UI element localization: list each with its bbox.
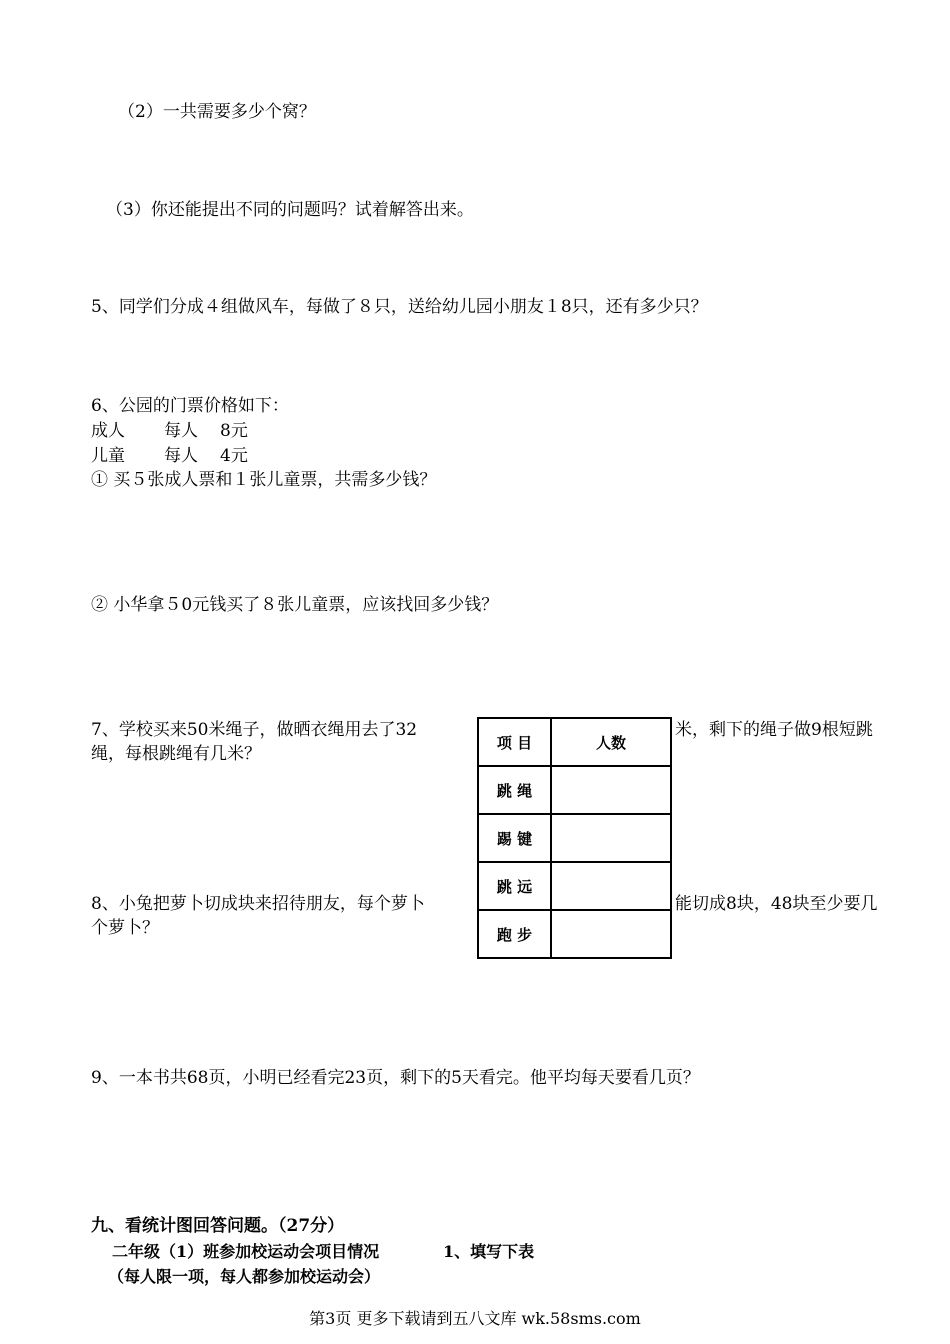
chart-title: 二年级（1）班参加校运动会项目情况: [112, 1242, 380, 1261]
header-item: 项 目: [478, 718, 551, 766]
row-count-cell[interactable]: [551, 910, 671, 958]
row-count-cell[interactable]: [551, 862, 671, 910]
q7-line2: 绳，每根跳绳有几米？: [91, 744, 261, 764]
q6-adult-price: 8元: [220, 421, 248, 441]
q6-intro: 6、公园的门票价格如下：: [91, 396, 289, 416]
q8-line2: 个萝卜？: [91, 918, 159, 938]
row-item: 踢 键: [478, 814, 551, 862]
q6-part1: ① 买５张成人票和１张儿童票，共需多少钱？: [91, 470, 437, 490]
row-item: 跳 绳: [478, 766, 551, 814]
q6-child-label: 儿童: [91, 446, 125, 466]
q8-line1-right: 能切成8块，48块至少要几: [675, 894, 878, 914]
table-header-row: [478, 718, 671, 766]
row-item: 跑 步: [478, 910, 551, 958]
task1-label: 1、填写下表: [443, 1242, 535, 1261]
q6-child-price: 4元: [220, 446, 248, 466]
q8-line1-left: 8、小兔把萝卜切成块来招待朋友，每个萝卜: [91, 894, 425, 914]
header-count: 人数: [551, 718, 671, 766]
row-count-cell[interactable]: [551, 766, 671, 814]
q6-part2: ② 小华拿５0元钱买了８张儿童票，应该找回多少钱？: [91, 595, 499, 615]
table-row: [478, 766, 671, 814]
q4-sub2: （2）一共需要多少个窝？: [118, 102, 316, 122]
q6-adult-label: 成人: [91, 421, 125, 441]
table-row: [478, 814, 671, 862]
q7-line1-right: 米，剩下的绳子做9根短跳: [675, 720, 873, 740]
page-footer: 第3页 更多下载请到五八文库 wk.58sms.com: [309, 1309, 641, 1328]
row-count-cell[interactable]: [551, 814, 671, 862]
q6-child-unit: 每人: [164, 446, 198, 466]
table-row: [478, 910, 671, 958]
q9-text: 9、一本书共68页，小明已经看完23页，剩下的5天看完。他平均每天要看几页？: [91, 1068, 700, 1088]
q7-line1-left: 7、学校买来50米绳子，做晒衣绳用去了32: [91, 720, 418, 740]
q4-sub3: （3）你还能提出不同的问题吗？试着解答出来。: [106, 200, 474, 220]
q5-text: 5、同学们分成４组做风车，每做了８只，送给幼儿园小朋友１8只，还有多少只？: [91, 297, 708, 317]
row-item: 跳 远: [478, 862, 551, 910]
stat-table: [477, 717, 672, 959]
section9-heading: 九、看统计图回答问题。（27分）: [91, 1216, 345, 1236]
q6-adult-unit: 每人: [164, 421, 198, 441]
section9-note: （每人限一项，每人都参加校运动会）: [108, 1267, 381, 1286]
table-row: [478, 862, 671, 910]
